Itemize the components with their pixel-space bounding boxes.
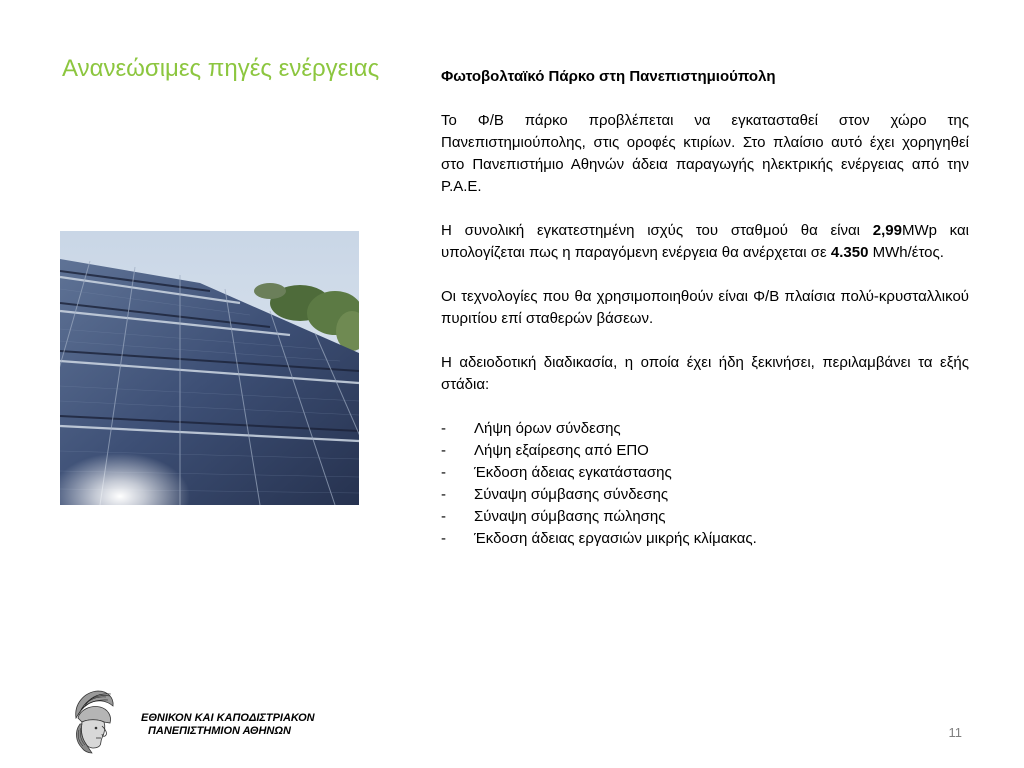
list-dash: -: [441, 508, 446, 525]
list-item-text: Έκδοση άδειας εργασιών μικρής κλίμακας.: [474, 530, 757, 547]
list-item: [441, 462, 969, 484]
list-item: [441, 418, 969, 440]
list-item: [441, 484, 969, 506]
paragraph-technology: Οι τεχνολογίες που θα χρησιμοποιηθούν είναι Φ/Β πλαίσια πολύ-κρυσταλλικού πυριτίου επί σταθερών βάσεων.: [441, 288, 969, 327]
list-item-text: Λήψη όρων σύνδεσης: [474, 420, 621, 437]
licensing-stages-list: [441, 418, 969, 550]
paragraph-capacity: [441, 220, 969, 264]
capacity-text-1: Η συνολική εγκατεστημένη ισχύς του σταθμού θα είναι: [441, 222, 873, 239]
list-dash: -: [441, 442, 446, 459]
capacity-text-2: MWp και υπολογίζεται πως η παραγόμενη ενέργεια θα ανέρχεται σε: [441, 222, 970, 261]
page-number: 11: [948, 725, 962, 740]
content-heading: Φωτοβολταϊκό Πάρκο στη Πανεπιστημιούπολη: [441, 68, 776, 85]
content-text: [441, 66, 969, 550]
slide-title: Ανανεώσιμες πηγές ενέργειας: [62, 55, 380, 82]
list-dash: -: [441, 486, 446, 503]
list-dash: -: [441, 464, 446, 481]
list-item: [441, 528, 969, 550]
athena-head-icon: [66, 688, 118, 754]
university-name-line2: ΠΑΝΕΠΙΣΤΗΜΙΟΝ ΑΘΗΝΩΝ: [148, 725, 291, 737]
paragraph-licensing: Η αδειοδοτική διαδικασία, η οποία έχει ήδη ξεκινήσει, περιλαμβάνει τα εξής στάδια:: [441, 354, 969, 393]
power-value: 2,99: [872, 222, 902, 239]
solar-panels-photo: [60, 231, 359, 505]
university-name-line1: ΕΘΝΙΚΟΝ ΚΑΙ ΚΑΠΟΔΙΣΤΡΙΑΚΟΝ: [141, 712, 315, 724]
list-dash: -: [441, 420, 446, 437]
list-item-text: Έκδοση άδειας εγκατάστασης: [474, 464, 672, 481]
capacity-text-3: MWh/έτος.: [868, 244, 944, 261]
list-dash: -: [441, 530, 446, 547]
list-item-text: Λήψη εξαίρεσης από ΕΠΟ: [474, 442, 649, 459]
university-name: [141, 712, 315, 738]
list-item-text: Σύναψη σύμβασης πώλησης: [474, 508, 666, 525]
list-item: [441, 506, 969, 528]
energy-value: 4.350: [830, 244, 869, 261]
list-item: [441, 440, 969, 462]
paragraph-location: Το Φ/Β πάρκο προβλέπεται να εγκατασταθεί στον χώρο της Πανεπιστημιούπολης, στις οροφές κτιρίων. Στο πλαίσιο αυτό έχει χορηγηθεί στο Πανεπιστήμιο Αθηνών άδεια παραγωγής ηλεκτρικής ενέργειας από την Ρ.Α.Ε.: [441, 112, 969, 195]
list-item-text: Σύναψη σύμβασης σύνδεσης: [474, 486, 669, 503]
